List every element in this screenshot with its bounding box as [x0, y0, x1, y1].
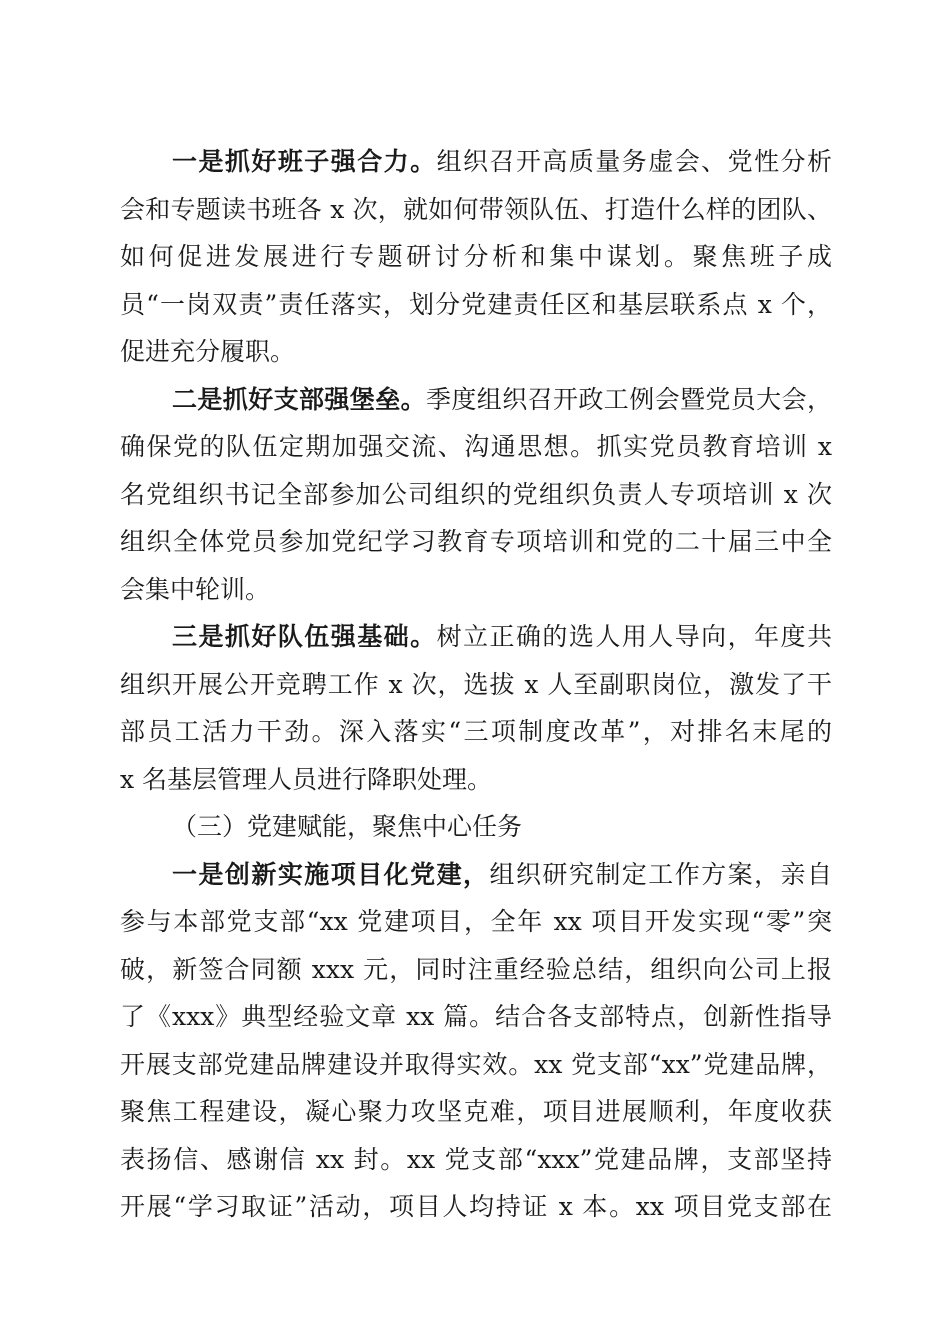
paragraph-2-line-5: 会集中轮训。 — [120, 574, 271, 604]
paragraph-4-lead: 一是创新实施项目化党建， — [172, 859, 490, 889]
paragraph-4-line-5: 开展支部党建品牌建设并取得实效。xx 党支部“xx”党建品牌， — [120, 1049, 832, 1079]
paragraph-1-line-2: 会和专题读书班各 x 次，就如何带领队伍、打造什么样的团队、 — [120, 194, 832, 224]
paragraph-3-line-4: x 名基层管理人员进行降职处理。 — [120, 764, 493, 794]
paragraph-1-line-1 — [120, 138, 832, 186]
paragraph-3-line-2: 组织开展公开竞聘工作 x 次，选拔 x 人至副职岗位，激发了干 — [120, 669, 832, 699]
paragraph-2-text: 季度组织召开政工例会暨党员大会， — [426, 384, 832, 414]
paragraph-3-lead: 三是抓好队伍强基础。 — [172, 622, 437, 651]
paragraph-1-line-3: 如何促进发展进行专题研讨分析和集中谋划。聚焦班子成 — [120, 242, 832, 271]
paragraph-4-line-4: 了《xxx》典型经验文章 xx 篇。结合各支部特点，创新性指导 — [120, 1002, 832, 1031]
paragraph-2-lead: 二是抓好支部强堡垒。 — [172, 384, 426, 414]
document-page — [120, 138, 832, 1231]
paragraph-4-line-7: 表扬信、感谢信 xx 封。xx 党支部“xxx”党建品牌，支部坚持 — [120, 1144, 832, 1174]
paragraph-3-line-1 — [120, 613, 832, 661]
paragraph-4-line-6: 聚焦工程建设，凝心聚力攻坚克难，项目进展顺利，年度收获 — [120, 1097, 832, 1126]
paragraph-3-line-3: 部员工活力干劲。深入落实“三项制度改革”，对排名末尾的 — [120, 717, 832, 746]
paragraph-1-line-5: 促进充分履职。 — [120, 337, 296, 366]
paragraph-1-line-4: 员“一岗双责”责任落实，划分党建责任区和基层联系点 x 个， — [120, 289, 832, 319]
paragraph-2-line-4: 组织全体党员参加党纪学习教育专项培训和党的二十届三中全 — [120, 527, 832, 556]
section-heading: （三）党建赋能，聚焦中心任务 — [172, 812, 523, 841]
paragraph-4-line-2: 参与本部党支部“xx 党建项目，全年 xx 项目开发实现“零”突 — [120, 907, 832, 936]
paragraph-1-lead: 一是抓好班子强合力。 — [172, 147, 437, 176]
paragraph-4-line-3: 破，新签合同额 xxx 元，同时注重经验总结，组织向公司上报 — [120, 954, 832, 984]
paragraph-4-line-8: 开展“学习取证”活动，项目人均持证 x 本。xx 项目党支部在 — [120, 1192, 832, 1221]
paragraph-2-line-2: 确保党的队伍定期加强交流、沟通思想。抓实党员教育培训 x — [120, 432, 832, 461]
paragraph-4-text: 组织研究制定工作方案，亲自 — [489, 859, 832, 889]
paragraph-4-line-1 — [120, 851, 832, 899]
paragraph-2-line-1 — [120, 376, 832, 424]
paragraph-1-text: 组织召开高质量务虚会、党性分析 — [436, 147, 832, 176]
paragraph-2-line-3: 名党组织书记全部参加公司组织的党组织负责人专项培训 x 次 — [120, 479, 832, 509]
paragraph-3-text: 树立正确的选人用人导向，年度共 — [436, 622, 832, 651]
